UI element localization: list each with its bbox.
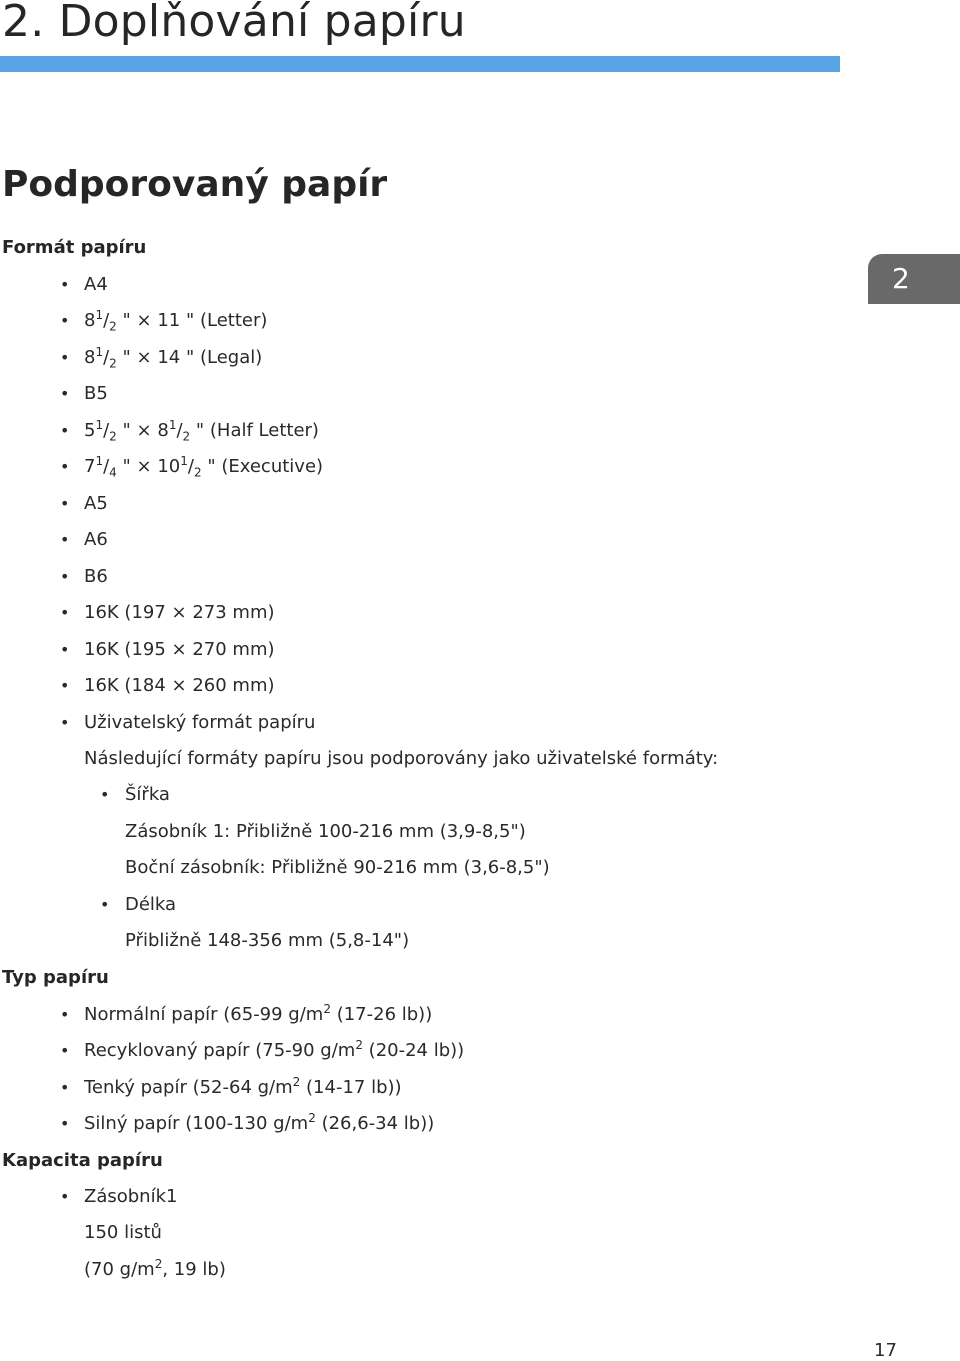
length-value-text: Přibližně 148-356 mm (5,8-14") [125,930,410,951]
bullet-icon: • [60,1114,70,1133]
capacity-sheets-text: 150 listů [84,1222,162,1243]
custom-format-description: Následující formáty papíru jsou podporovány jako uživatelské formáty: [84,748,719,769]
bullet-icon: • [60,1005,70,1024]
chapter-tab: 2 [868,254,960,304]
section-title: Podporovaný papír [2,164,388,205]
paper-capacity-heading: Kapacita papíru [2,1150,163,1171]
chapter-rule [0,56,840,72]
bullet-icon: • [60,713,70,732]
capacity-weight-text: (70 $g/m^2$, 19 lb) [84,1257,226,1280]
bullet-icon: • [100,895,110,914]
sublist-item-width: Šířka [125,784,170,805]
bullet-icon: • [60,530,70,549]
chapter-number: 2. [2,0,45,47]
list-item-thin-paper: Tenký papír (52-64 $g/m^2$ (14-17 lb)) [84,1075,402,1098]
bullet-icon: • [60,1041,70,1060]
list-item-16k-184: 16K (184 × 260 mm) [84,675,275,696]
paper-format-heading: Formát papíru [2,237,147,258]
bullet-icon: • [60,676,70,695]
bullet-icon: • [100,785,110,804]
list-item-recycled-paper: Recyklovaný papír (75-90 $g/m^2$ (20-24 lb)) [84,1038,465,1061]
width-bypass-text: Boční zásobník: Přibližně 90-216 mm (3,6-8,5") [125,857,550,878]
sublist-item-length: Délka [125,894,177,915]
bullet-icon: • [60,421,70,440]
list-item-letter: $8^1/_2$ " × 11 " (Letter) [84,308,268,334]
paper-type-heading: Typ papíru [2,967,109,988]
list-item-a4: A4 [84,274,108,295]
bullet-icon: • [60,640,70,659]
bullet-icon: • [60,348,70,367]
chapter-title-text: Doplňování papíru [58,0,466,47]
bullet-icon: • [60,1078,70,1097]
width-tray1-text: Zásobník 1: Přibližně 100-216 mm (3,9-8,5") [125,821,526,842]
list-item-tray1: Zásobník1 [84,1186,178,1207]
page-number: 17 [874,1340,897,1361]
list-item-a5: A5 [84,493,108,514]
chapter-title [2,0,466,47]
list-item-a6: A6 [84,529,108,550]
list-item-thick-paper: Silný papír (100-130 $g/m^2$ (26,6-34 lb)) [84,1111,435,1134]
list-item-executive: $7^1/_4$ " × $10^1/_2$ " (Executive) [84,454,324,480]
bullet-icon: • [60,1187,70,1206]
list-item-16k-195: 16K (195 × 270 mm) [84,639,275,660]
bullet-icon: • [60,384,70,403]
bullet-icon: • [60,603,70,622]
list-item-half-letter: $5^1/_2$ " × $8^1/_2$ " (Half Letter) [84,418,319,444]
list-item-16k-197: 16K (197 × 273 mm) [84,602,275,623]
bullet-icon: • [60,494,70,513]
bullet-icon: • [60,567,70,586]
bullet-icon: • [60,311,70,330]
list-item-custom: Uživatelský formát papíru [84,712,316,733]
list-item-legal: $8^1/_2$ " × 14 " (Legal) [84,345,263,371]
list-item-plain-paper: Normální papír (65-99 $g/m^2$ (17-26 lb)) [84,1002,433,1025]
bullet-icon: • [60,275,70,294]
list-item-b6: B6 [84,566,108,587]
list-item-b5: B5 [84,383,108,404]
bullet-icon: • [60,457,70,476]
